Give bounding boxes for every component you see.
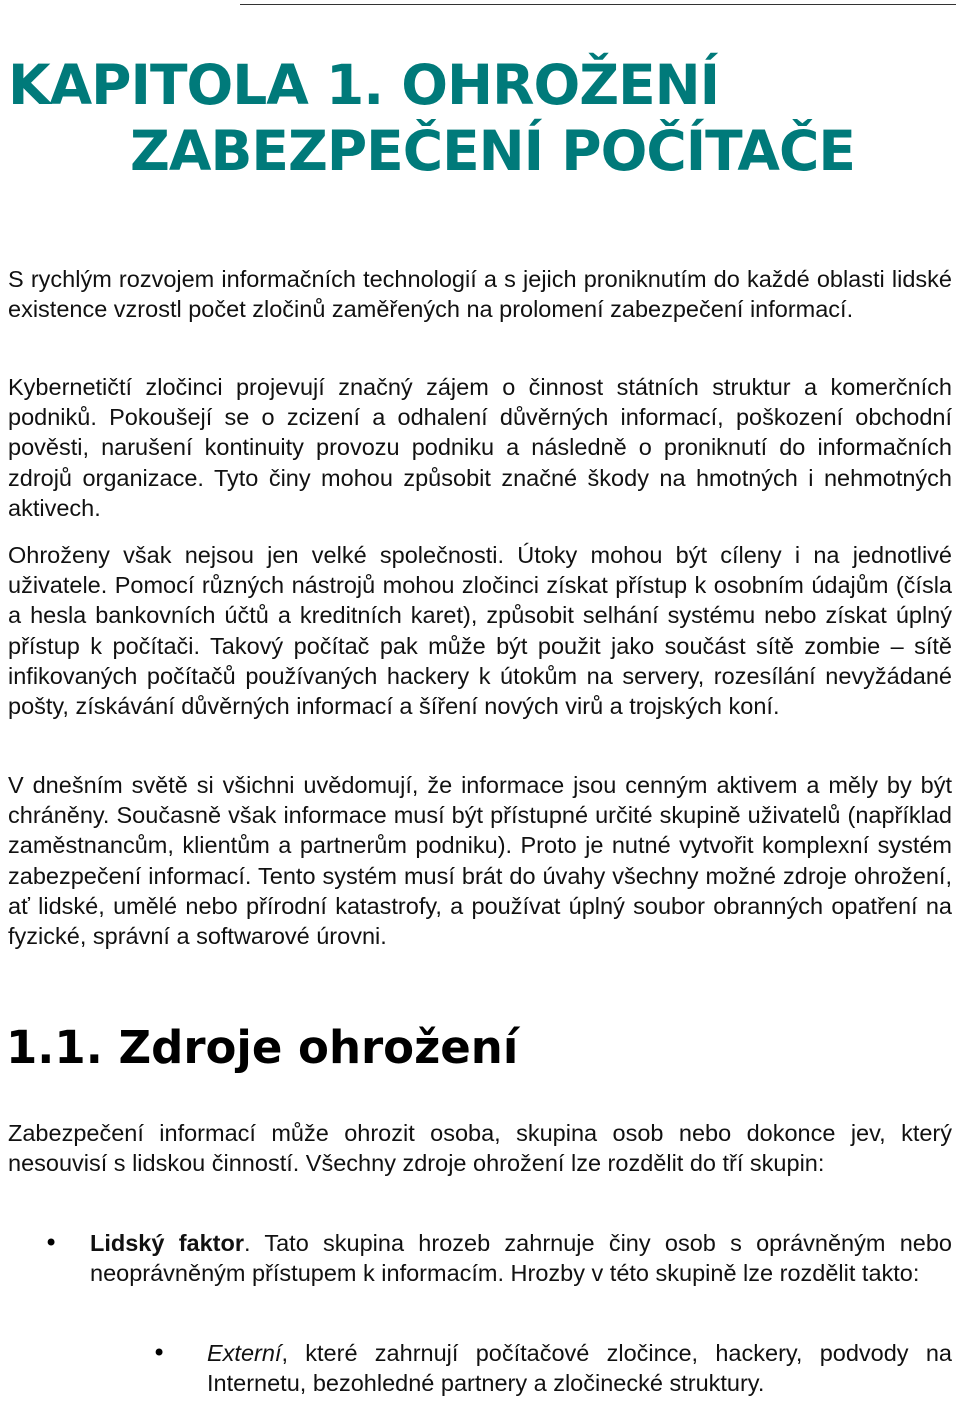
paragraph-3: Ohroženy však nejsou jen velké společnosti. Útoky mohou být cíleny i na jednotlivé uživatele. Pomocí různých nástrojů mohou zločinci získat přístup k osobním údajům (čísla a hesla bankovních účtů a kreditních karet), způsobit selhání systému nebo získat úplný přístup k počítači. Takový počítač pak může být použit jako součást sítě zombie – sítě infikovaných počítačů používaných hackery k útokům na servery, rozesílání nevyžádané pošty, získávání důvěrných informací a šíření nových virů a trojských koní. xyxy=(8,542,952,720)
list-item-text xyxy=(90,1228,952,1288)
list-item-term: Lidský faktor xyxy=(90,1230,244,1256)
section-title: 1.1. Zdroje ohrožení xyxy=(6,1021,519,1074)
header-rule xyxy=(240,4,956,5)
paragraph-1: S rychlým rozvojem informačních technologií a s jejich proniknutím do každé oblasti lidské existence vzrostl počet zločinů zaměřených na prolomení zabezpečení informací. xyxy=(8,266,952,323)
sub-list-item-term: Externí xyxy=(207,1340,282,1366)
bullet-icon: • xyxy=(44,1229,59,1257)
paragraph-2: Kybernetičtí zločinci projevují značný zájem o činnost státních struktur a komerčních podniků. Pokoušejí se o zcizení a odhalení důvěrných informací, poškození obchodní pověsti, narušení kontinuity provozu podniku a následně o proniknutí do informačních zdrojů organizace. Tyto činy mohou způsobit značné škody na hmotných i nehmotných aktivech. xyxy=(8,374,952,521)
section-intro: Zabezpečení informací může ohrozit osoba, skupina osob nebo dokonce jev, který nesouvisí s lidskou činností. Všechny zdroje ohrožení lze rozdělit do tří skupin: xyxy=(8,1120,952,1177)
sub-list-item-text xyxy=(207,1338,952,1398)
chapter-title xyxy=(8,52,953,184)
sub-list-item-description: , které zahrnují počítačové zločince, hackery, podvody na Internetu, bezohledné partnery a zločinecké struktury. xyxy=(207,1340,952,1397)
chapter-title-line2: ZABEZPEČENÍ POČÍTAČE xyxy=(130,119,855,183)
list-item-description: . Tato skupina hrozeb zahrnuje činy osob s oprávněným nebo neoprávněným přístupem k informacím. Hrozby v této skupině lze rozdělit takto: xyxy=(90,1230,952,1287)
paragraph-4: V dnešním světě si všichni uvědomují, že informace jsou cenným aktivem a měly by být chráněny. Současně však informace musí být přístupné určité skupině uživatelů (například zaměstnancům, klientům a partnerům podniku). Proto je nutné vytvořit komplexní systém zabezpečení informací. Tento systém musí brát do úvahy všechny možné zdroje ohrožení, ať lidské, umělé nebo přírodní katastrofy, a používat úplný soubor obranných opatření na fyzické, správní a softwarové úrovni. xyxy=(8,772,952,950)
chapter-title-line1: KAPITOLA 1. OHROŽENÍ xyxy=(8,53,720,117)
bullet-icon: • xyxy=(152,1339,167,1367)
